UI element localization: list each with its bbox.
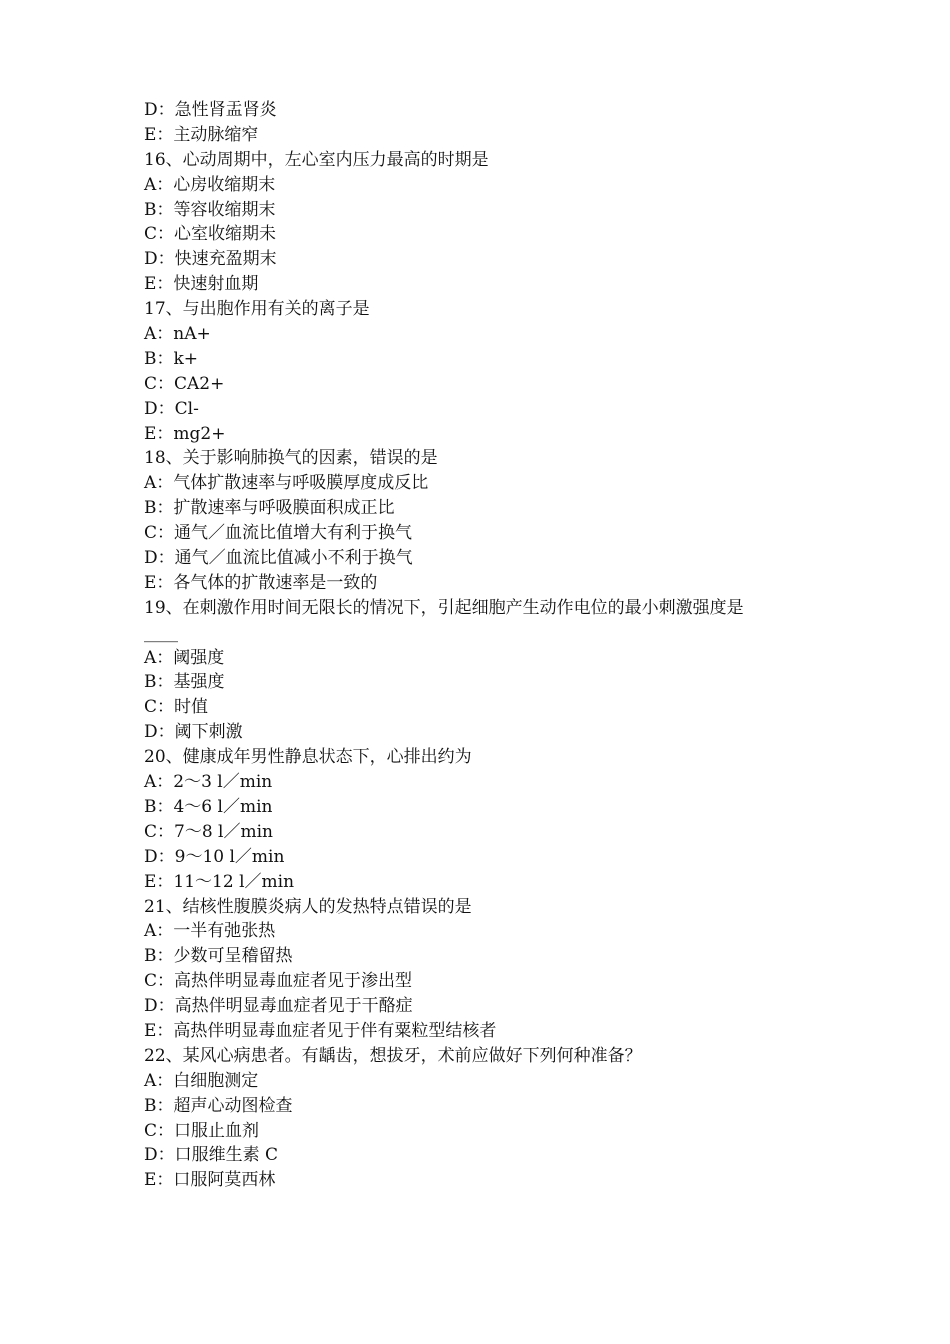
option-line: E：11～12 l／min — [144, 871, 295, 892]
option-line: D：急性肾盂肾炎 — [144, 100, 277, 120]
question-line: 22、某风心病患者。有龋齿，想拔牙，术前应做好下列何种准备？ — [144, 1045, 642, 1066]
option-line: D：9～10 l／min — [144, 846, 285, 867]
answer-blank: ____ — [144, 622, 178, 643]
question-line: 21、结核性腹膜炎病人的发热特点错误的是 — [144, 896, 472, 917]
question-line: 16、心动周期中，左心室内压力最高的时期是 — [144, 149, 489, 170]
option-line: A：气体扩散速率与呼吸膜厚度成反比 — [144, 473, 429, 494]
option-line: C：高热伴明显毒血症者见于渗出型 — [144, 971, 413, 992]
option-line: A：心房收缩期末 — [144, 174, 276, 195]
option-line: C：通气／血流比值增大有利于换气 — [144, 523, 413, 544]
option-line: E：mg2+ — [144, 423, 226, 444]
option-line: D：阈下刺激 — [144, 722, 243, 743]
option-line: C：CA2+ — [144, 373, 225, 394]
option-line: D：快速充盈期末 — [144, 249, 277, 270]
option-line: B：4～6 l／min — [144, 796, 273, 817]
option-line: A：2～3 l／min — [144, 772, 273, 793]
option-line: A：一半有弛张热 — [144, 921, 276, 942]
document-page — [144, 98, 844, 1193]
option-line: E：高热伴明显毒血症者见于伴有粟粒型结核者 — [144, 1020, 497, 1041]
option-line: C：时值 — [144, 697, 209, 718]
option-line: B：少数可呈稽留热 — [144, 946, 293, 967]
option-line: D：高热伴明显毒血症者见于干酪症 — [144, 996, 413, 1017]
option-line: B：超声心动图检查 — [144, 1095, 293, 1116]
question-line: 20、健康成年男性静息状态下，心排出约为 — [144, 747, 472, 768]
option-line: B：扩散速率与呼吸膜面积成正比 — [144, 498, 395, 519]
option-line: C：7～8 l／min — [144, 821, 273, 842]
option-line: B：基强度 — [144, 672, 225, 693]
option-line: B：k+ — [144, 348, 199, 369]
option-line: E：口服阿莫西林 — [144, 1170, 276, 1191]
option-line: A：nA+ — [144, 324, 211, 345]
option-line: D：口服维生素 C — [144, 1145, 279, 1166]
option-line: E：快速射血期 — [144, 274, 259, 295]
option-line: C：口服止血剂 — [144, 1120, 260, 1141]
option-line: E：各气体的扩散速率是一致的 — [144, 572, 378, 593]
question-line: 18、关于影响肺换气的因素，错误的是 — [144, 448, 438, 469]
option-line: D：Cl- — [144, 398, 199, 419]
option-line: A：阈强度 — [144, 647, 225, 668]
option-line: D：通气／血流比值减小不利于换气 — [144, 548, 413, 569]
option-line: A：白细胞测定 — [144, 1070, 259, 1091]
option-line: B：等容收缩期末 — [144, 199, 276, 220]
option-line: C：心室收缩期未 — [144, 224, 277, 245]
question-line: 17、与出胞作用有关的离子是 — [144, 299, 370, 320]
option-line: E：主动脉缩窄 — [144, 124, 259, 145]
question-line: 19、在刺激作用时间无限长的情况下，引起细胞产生动作电位的最小刺激强度是 — [144, 597, 744, 618]
